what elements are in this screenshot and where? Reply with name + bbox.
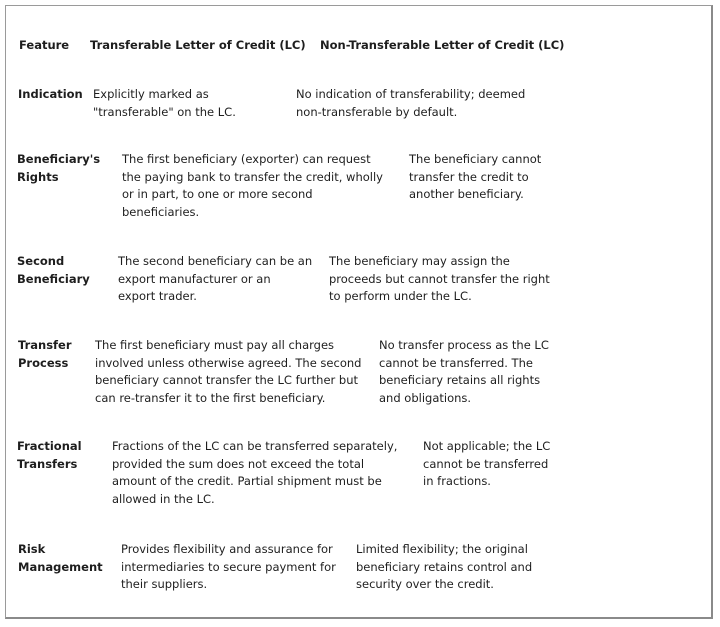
row-second-beneficiary-non-transferable: The beneficiary may assign the proceeds but cannot transfer the right to perform under the LC. [329, 254, 550, 303]
row-risk-transferable: Provides flexibility and assurance for intermediaries to secure payment for their suppliers. [121, 542, 336, 591]
row-indication-transferable: Explicitly marked as "transferable" on the LC. [93, 87, 236, 119]
row-fractional-non-transferable: Not applicable; the LC cannot be transferred in fractions. [423, 439, 551, 488]
row-transfer-process-transferable: The first beneficiary must pay all charges involved unless otherwise agreed. The second beneficiary cannot transfer the LC further but can re-transfer it to the first beneficiary. [95, 338, 362, 405]
row-transfer-process-feature: Transfer Process [18, 338, 72, 370]
header-feature: Feature [19, 38, 70, 52]
row-fractional-transferable: Fractions of the LC can be transferred separately, provided the sum does not exceed the total amount of the credit. Partial shipment must be allowed in the LC. [112, 439, 398, 506]
row-indication-non-transferable: No indication of transferability; deemed non-transferable by default. [296, 87, 526, 119]
row-indication-feature: Indication [18, 87, 83, 101]
row-rights-transferable: The first beneficiary (exporter) can request the paying bank to transfer the credit, wholly or in part, to one or more second beneficiaries. [122, 152, 383, 219]
row-second-beneficiary-feature: Second Beneficiary [17, 254, 90, 286]
row-second-beneficiary-transferable: The second beneficiary can be an export manufacturer or an export trader. [118, 254, 313, 303]
row-fractional-feature: Fractional Transfers [17, 439, 82, 471]
row-risk-non-transferable: Limited flexibility; the original beneficiary retains control and security over the credit. [356, 542, 533, 591]
header-non-transferable: Non-Transferable Letter of Credit (LC) [320, 38, 565, 52]
header-transferable: Transferable Letter of Credit (LC) [90, 38, 306, 52]
row-rights-non-transferable: The beneficiary cannot transfer the credit to another beneficiary. [409, 152, 542, 201]
row-rights-feature: Beneficiary's Rights [17, 152, 101, 184]
row-transfer-process-non-transferable: No transfer process as the LC cannot be transferred. The beneficiary retains all rights and obligations. [379, 338, 549, 405]
row-risk-feature: Risk Management [18, 542, 103, 574]
